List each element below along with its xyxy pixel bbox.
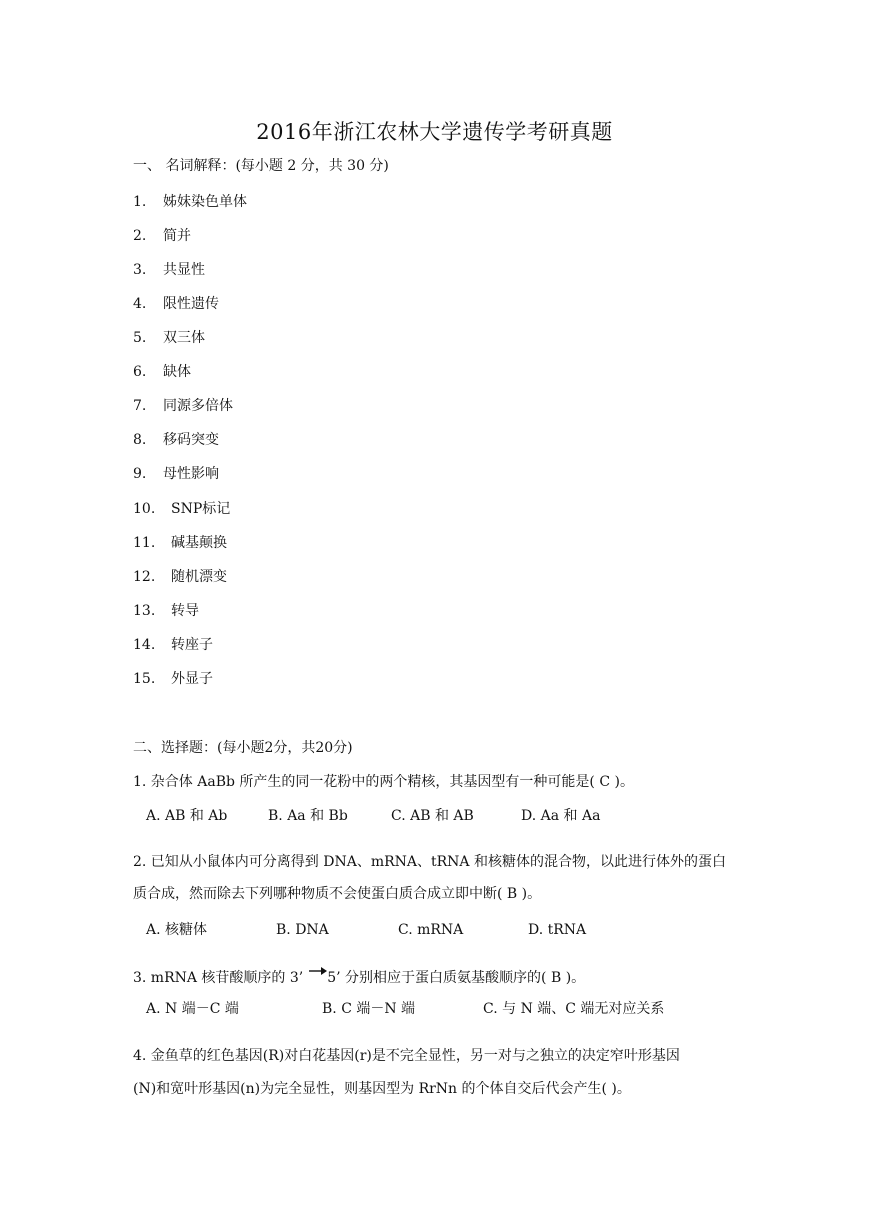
item-number: 14. bbox=[133, 637, 156, 653]
list-item bbox=[133, 465, 219, 483]
question-1-options bbox=[146, 807, 600, 825]
option-c: C. AB 和 AB bbox=[391, 808, 474, 824]
section2-heading: 二、选择题：(每小题2分，共20分) bbox=[133, 740, 353, 756]
item-number: 13. bbox=[133, 603, 156, 619]
list-item bbox=[133, 431, 219, 449]
item-term: SNP标记 bbox=[171, 501, 231, 517]
item-number: 3. bbox=[133, 262, 147, 278]
option-d: D. Aa 和 Aa bbox=[521, 808, 601, 824]
item-number: 7. bbox=[133, 398, 147, 414]
option-b: B. C 端－N 端 bbox=[322, 1001, 416, 1017]
item-term: 姊妹染色单体 bbox=[163, 194, 247, 210]
list-item bbox=[133, 534, 227, 552]
item-number: 8. bbox=[133, 432, 147, 448]
page-title: 2016年浙江农林大学遗传学考研真题 bbox=[256, 120, 613, 144]
item-term: 移码突变 bbox=[163, 432, 219, 448]
list-item bbox=[133, 568, 227, 586]
list-item bbox=[133, 500, 230, 518]
question-2-options bbox=[146, 921, 586, 939]
item-number: 11. bbox=[133, 535, 156, 551]
question-2-line-2: 质合成，然而除去下列哪种物质不会使蛋白质合成立即中断( B )。 bbox=[133, 886, 542, 902]
question-2-line-1: 2. 已知从小鼠体内可分离得到 DNA、mRNA、tRNA 和核糖体的混合物，以此进行体外的蛋白 bbox=[133, 854, 726, 870]
item-number: 1. bbox=[133, 194, 147, 210]
question-3-part-1: 3. mRNA 核苷酸顺序的 3’ bbox=[133, 970, 304, 986]
item-term: 双三体 bbox=[163, 330, 205, 346]
item-number: 4. bbox=[133, 296, 147, 312]
option-c: C. 与 N 端、C 端无对应关系 bbox=[483, 1001, 665, 1017]
list-item bbox=[133, 193, 247, 211]
item-number: 9. bbox=[133, 466, 147, 482]
item-term: 缺体 bbox=[163, 364, 191, 380]
item-term: 转导 bbox=[171, 603, 199, 619]
right-arrow-icon bbox=[309, 966, 327, 976]
list-item bbox=[133, 261, 205, 279]
item-term: 同源多倍体 bbox=[163, 398, 233, 414]
question-4-line-2: (N)和宽叶形基因(n)为完全显性，则基因型为 RrNn 的个体自交后代会产生( )。 bbox=[133, 1081, 631, 1097]
question-3-options bbox=[146, 1000, 664, 1018]
option-c: C. mRNA bbox=[398, 922, 464, 938]
list-item bbox=[133, 363, 191, 381]
list-item bbox=[133, 295, 219, 313]
list-item bbox=[133, 636, 213, 654]
question-3-part-2: 5’ 分别相应于蛋白质氨基酸顺序的( B )。 bbox=[327, 970, 586, 986]
item-term: 随机漂变 bbox=[171, 569, 227, 585]
question-3 bbox=[133, 966, 585, 987]
option-d: D. tRNA bbox=[528, 922, 587, 938]
option-a: A. N 端－C 端 bbox=[146, 1001, 239, 1017]
list-item bbox=[133, 227, 191, 245]
option-b: B. Aa 和 Bb bbox=[268, 808, 348, 824]
item-term: 限性遗传 bbox=[163, 296, 219, 312]
item-number: 6. bbox=[133, 364, 147, 380]
option-a: A. AB 和 Ab bbox=[146, 808, 228, 824]
question-4-line-1: 4. 金鱼草的红色基因(R)对白花基因(r)是不完全显性，另一对与之独立的决定窄叶形基因 bbox=[133, 1048, 680, 1064]
item-number: 10. bbox=[133, 501, 156, 517]
list-item bbox=[133, 602, 199, 620]
item-number: 15. bbox=[133, 671, 156, 687]
item-number: 12. bbox=[133, 569, 156, 585]
list-item bbox=[133, 329, 205, 347]
list-item bbox=[133, 670, 213, 688]
section1-heading: 一、 名词解释：(每小题 2 分，共 30 分) bbox=[133, 158, 389, 174]
option-a: A. 核糖体 bbox=[146, 922, 208, 938]
item-term: 简并 bbox=[163, 228, 191, 244]
item-number: 5. bbox=[133, 330, 147, 346]
item-term: 外显子 bbox=[171, 671, 213, 687]
item-term: 碱基颠换 bbox=[171, 535, 227, 551]
list-item bbox=[133, 397, 233, 415]
item-number: 2. bbox=[133, 228, 147, 244]
item-term: 转座子 bbox=[171, 637, 213, 653]
option-b: B. DNA bbox=[276, 922, 329, 938]
question-1: 1. 杂合体 AaBb 所产生的同一花粉中的两个精核，其基因型有一种可能是( C )。 bbox=[133, 774, 634, 790]
item-term: 母性影响 bbox=[163, 466, 219, 482]
item-term: 共显性 bbox=[163, 262, 205, 278]
